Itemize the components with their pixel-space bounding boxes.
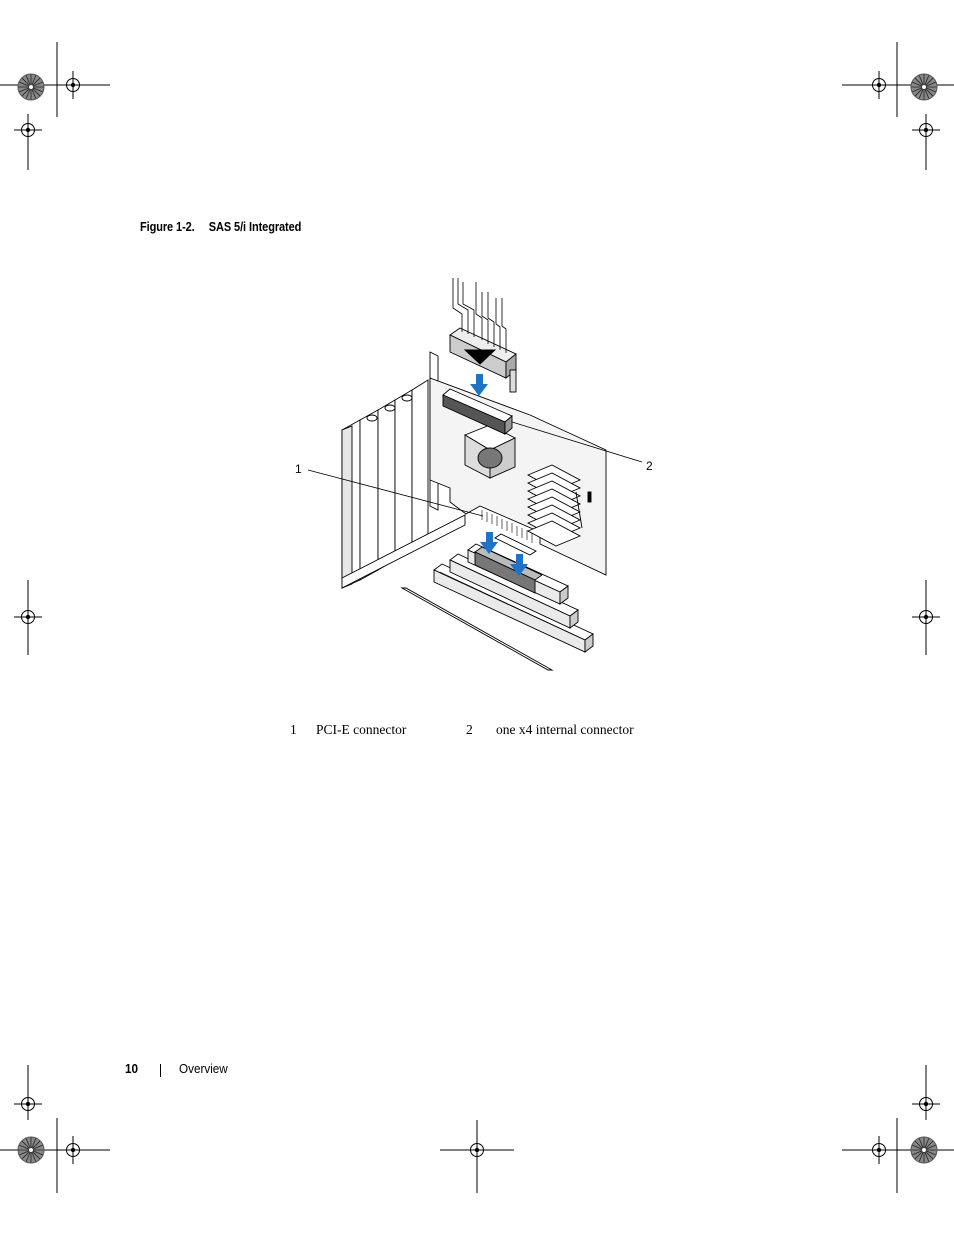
- star-target-mark: [18, 1137, 44, 1163]
- figure-label: Figure 1-2.: [140, 220, 195, 234]
- crosshair-mark: [865, 71, 893, 99]
- crosshair-mark: [59, 1136, 87, 1164]
- callout-2: 2: [646, 459, 653, 473]
- page-number: 10: [125, 1061, 139, 1076]
- crosshair-mark: [912, 603, 940, 631]
- footer-separator: [160, 1064, 161, 1077]
- legend-number: 2: [466, 722, 473, 737]
- figure-caption: [140, 220, 301, 234]
- star-target-mark: [911, 1137, 937, 1163]
- crop-mark: [0, 42, 110, 170]
- star-target-mark: [18, 74, 44, 100]
- star-target-mark: [911, 74, 937, 100]
- legend-text: PCI-E connector: [316, 722, 407, 737]
- crop-mark: [842, 1065, 954, 1193]
- crop-mark: [0, 1065, 110, 1193]
- arrow-down-icon: [470, 374, 488, 396]
- section-name: Overview: [179, 1061, 228, 1076]
- legend-number: 1: [290, 722, 297, 737]
- crosshair-mark: [14, 603, 42, 631]
- legend-text: one x4 internal connector: [496, 722, 634, 737]
- crosshair-mark: [463, 1136, 491, 1164]
- crosshair-mark: [14, 1090, 42, 1118]
- crop-mark: [842, 42, 954, 170]
- crosshair-mark: [912, 1090, 940, 1118]
- figure-title: SAS 5/i Integrated: [208, 220, 302, 234]
- expansion-slots: [434, 544, 593, 652]
- callout-1: 1: [295, 462, 302, 476]
- sas-card-illustration: [290, 270, 670, 680]
- crosshair-mark: [912, 116, 940, 144]
- crosshair-mark: [865, 1136, 893, 1164]
- crosshair-mark: [59, 71, 87, 99]
- crosshair-mark: [14, 116, 42, 144]
